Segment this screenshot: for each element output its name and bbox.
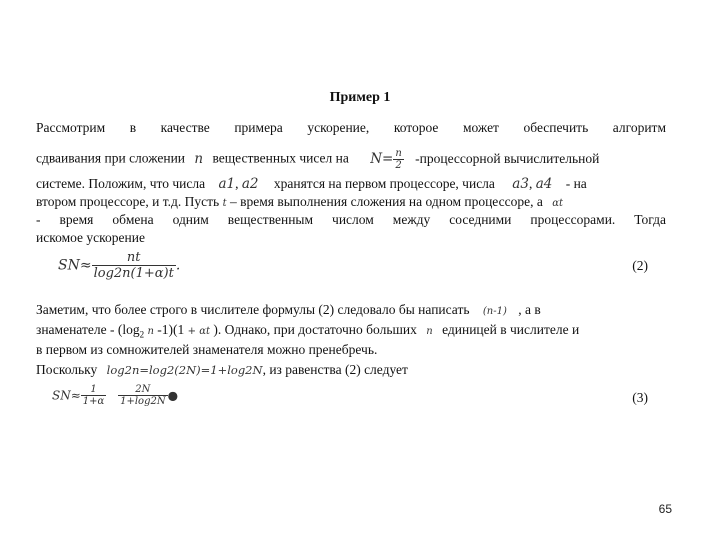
text-segment: втором процессоре, и т.д. Пусть [36,194,220,209]
math-a2: a2 [241,176,259,192]
text-segment: хранятся на первом процессоре, числа [273,176,495,191]
math-n: n [194,150,204,167]
text-segment: -процессорной вычислительной [415,150,600,166]
page-number: 65 [658,502,672,516]
math-N-equals: N= [370,150,394,167]
example-heading: Пример 1 [329,90,391,105]
fraction-denominator: log2n(1+α)t [93,266,174,281]
text-segment: , а в [518,302,541,317]
math-a1: a1 [218,176,236,192]
text-segment: знаменателе - (log [36,322,140,337]
text-segment: Поскольку [36,362,98,377]
fraction-denominator: 1+α [82,396,105,407]
paragraph1-line5: - время обмена одним вещественным числом между соседними процессорами. Тогда [36,212,666,227]
text-segment: единицей в числителе и [442,322,580,337]
text-segment: ). Однако, при достаточно больших [213,322,417,337]
paragraph2-line4 [36,362,666,378]
formula-2 [58,250,180,281]
text-segment: , из равенства (2) следует [262,362,408,377]
fraction-numerator: 2N [118,384,167,396]
text-segment: системе. Положим, что числа [36,176,206,191]
fraction-numerator: nt [92,250,176,266]
math-alpha-t: αt [552,198,564,209]
math-n-minus-1: (n-1) [482,306,507,317]
formula3-tail: ● [167,388,179,403]
text-comma: , [235,176,239,191]
formula-3 [52,384,178,407]
paragraph2-line1 [36,302,666,318]
formula3-fraction-2 [118,384,167,407]
math-n: n [426,326,433,337]
math-plus-alpha-t: + αt [187,326,210,337]
text-segment: вещественных чисел на [212,150,349,166]
fraction-numerator: 1 [81,384,107,396]
paragraph1-line1: Рассмотрим в качестве примера ускорение, которое может обеспечить алгоритм [36,120,666,135]
formula3-fraction-1 [81,384,107,407]
text-segment: - на [565,176,587,191]
formula3-lhs: SN≈ [52,388,81,403]
paragraph1-line6: искомое ускорение [36,230,145,245]
fraction-numerator: n [395,148,402,159]
math-fraction-n-over-2 [393,148,403,171]
text-segment: – время выполнения сложения на одном процессоре, а [229,194,543,209]
paragraph1-line3 [36,176,666,192]
fraction-denominator: 2 [395,160,402,171]
text-segment: сдваивания при сложении [36,150,186,166]
paragraph2-line3: в первом из сомножителей знаменателя можно пренебречь. [36,342,378,357]
equation-label-2: (2) [632,258,648,273]
formula2-tail: . [175,257,181,274]
paragraph2-line2 [36,322,666,340]
text-segment: Заметим, что более строго в числителе формулы (2) следовало бы написать [36,302,470,317]
paragraph1-line4 [36,194,666,210]
equation-label-3: (3) [632,390,648,405]
text-segment: -1)(1 [157,322,185,337]
math-a3: a3 [512,176,529,192]
formula2-fraction [92,250,176,281]
math-t: t [222,198,227,209]
text-comma: , [528,176,533,191]
math-n: n [147,326,154,337]
math-log-identity: log2n=log2(2N)=1+log2N [106,363,263,377]
math-a4: a4 [535,176,553,192]
text-subscript: 2 [139,329,145,340]
formula2-lhs: SN≈ [58,257,92,274]
fraction-denominator: 1+log2N [120,396,166,407]
paragraph1-line2 [36,148,666,171]
